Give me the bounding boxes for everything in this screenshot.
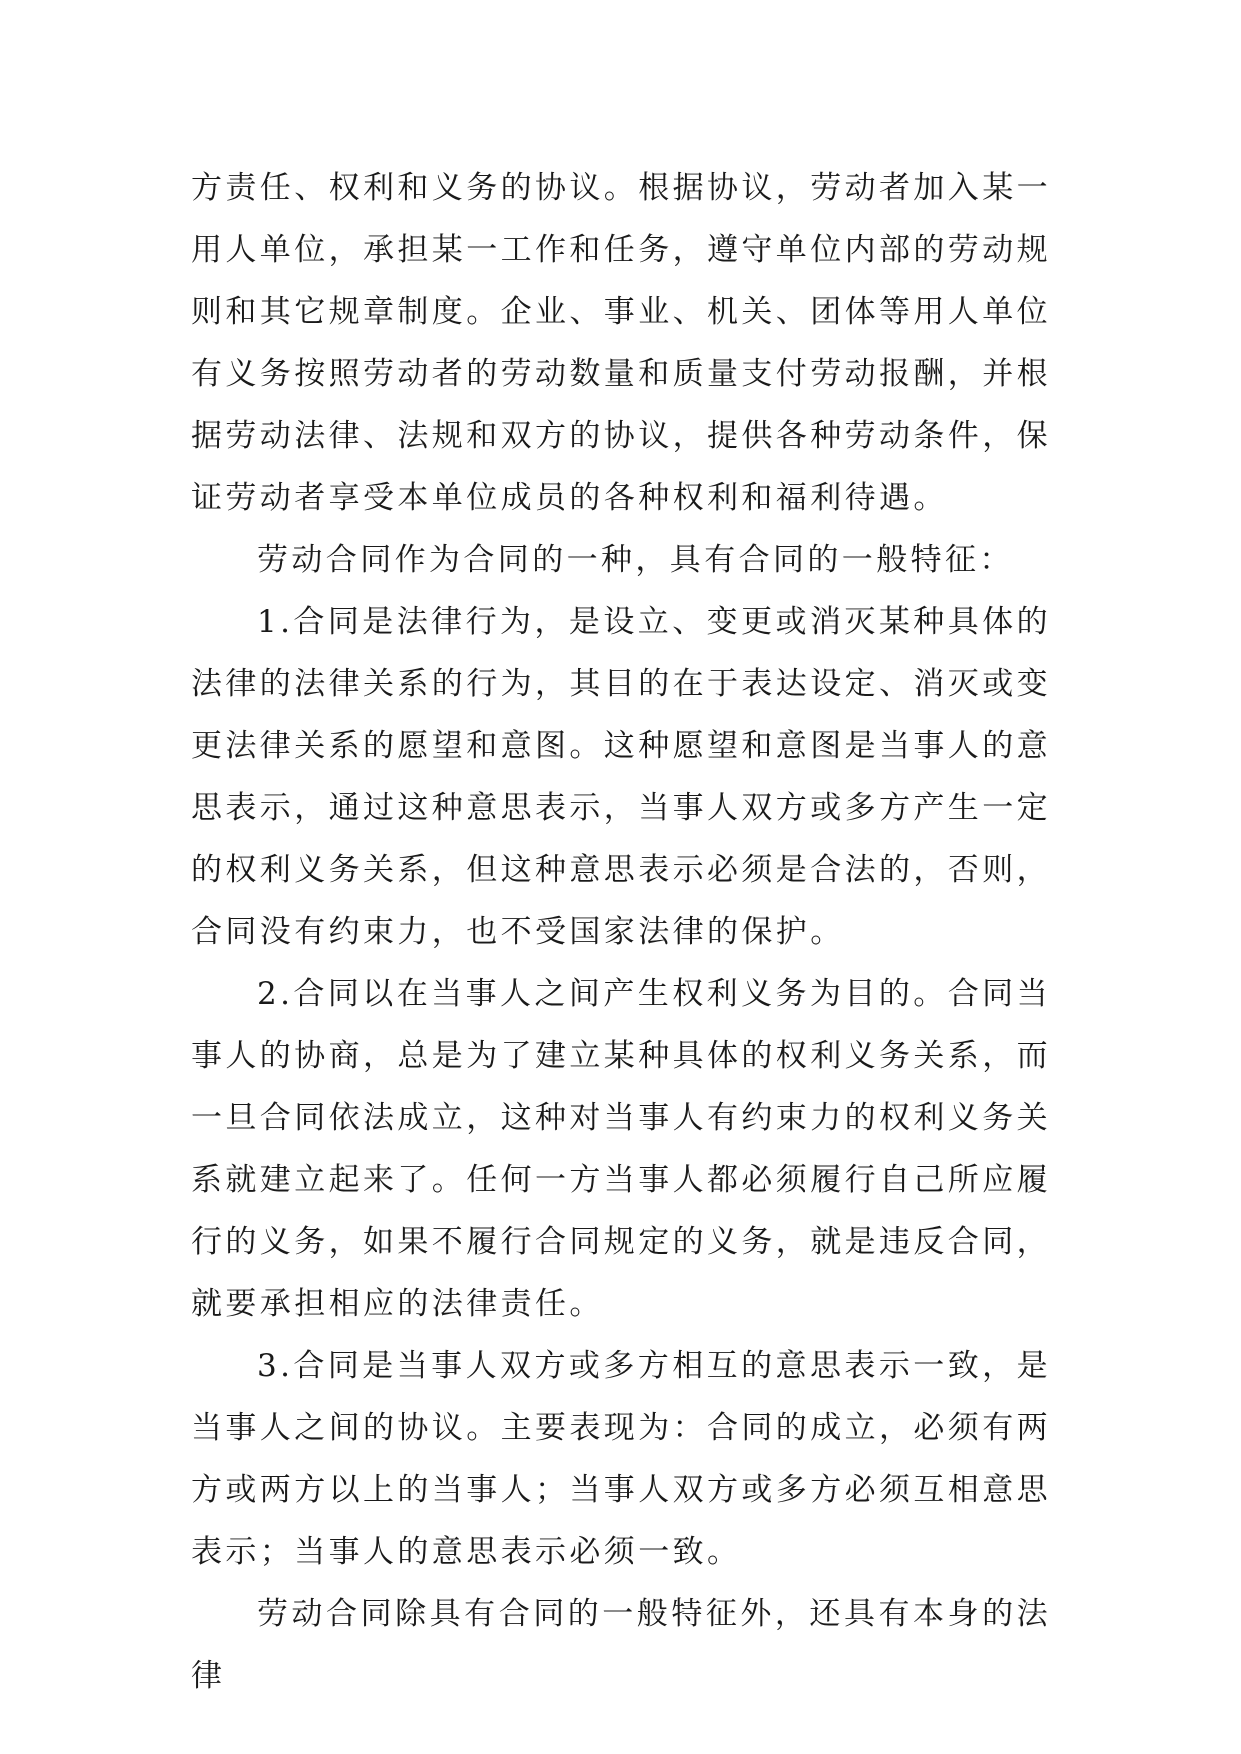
paragraph-2: 劳动合同作为合同的一种，具有合同的一般特征： — [257, 542, 1014, 578]
document-body — [191, 157, 1051, 1707]
paragraph-5: 3.合同是当事人双方或多方相互的意思表示一致，是当事人之间的协议。主要表现为：合同的成立，必须有两方或两方以上的当事人；当事人双方或多方必须互相意思表示；当事人的意思表示必须一致。 — [191, 1348, 1051, 1570]
paragraph-6: 劳动合同除具有合同的一般特征外，还具有本身的法律 — [191, 1596, 1051, 1694]
paragraph-3: 1.合同是法律行为，是设立、变更或消灭某种具体的法律的法律关系的行为，其目的在于表达设定、消灭或变更法律关系的愿望和意图。这种愿望和意图是当事人的意思表示，通过这种意思表示，当事人双方或多方产生一定的权利义务关系，但这种意思表示必须是合法的，否则，合同没有约束力，也不受国家法律的保护。 — [191, 604, 1051, 950]
paragraph-4: 2.合同以在当事人之间产生权利义务为目的。合同当事人的协商，总是为了建立某种具体的权利义务关系，而一旦合同依法成立，这种对当事人有约束力的权利义务关系就建立起来了。任何一方当事人都必须履行自己所应履行的义务，如果不履行合同规定的义务，就是违反合同，就要承担相应的法律责任。 — [191, 976, 1051, 1322]
paragraph-1: 方责任、权利和义务的协议。根据协议，劳动者加入某一用人单位，承担某一工作和任务，遵守单位内部的劳动规则和其它规章制度。企业、事业、机关、团体等用人单位有义务按照劳动者的劳动数量和质量支付劳动报酬，并根据劳动法律、法规和双方的协议，提供各种劳动条件，保证劳动者享受本单位成员的各种权利和福利待遇。 — [191, 170, 1051, 516]
